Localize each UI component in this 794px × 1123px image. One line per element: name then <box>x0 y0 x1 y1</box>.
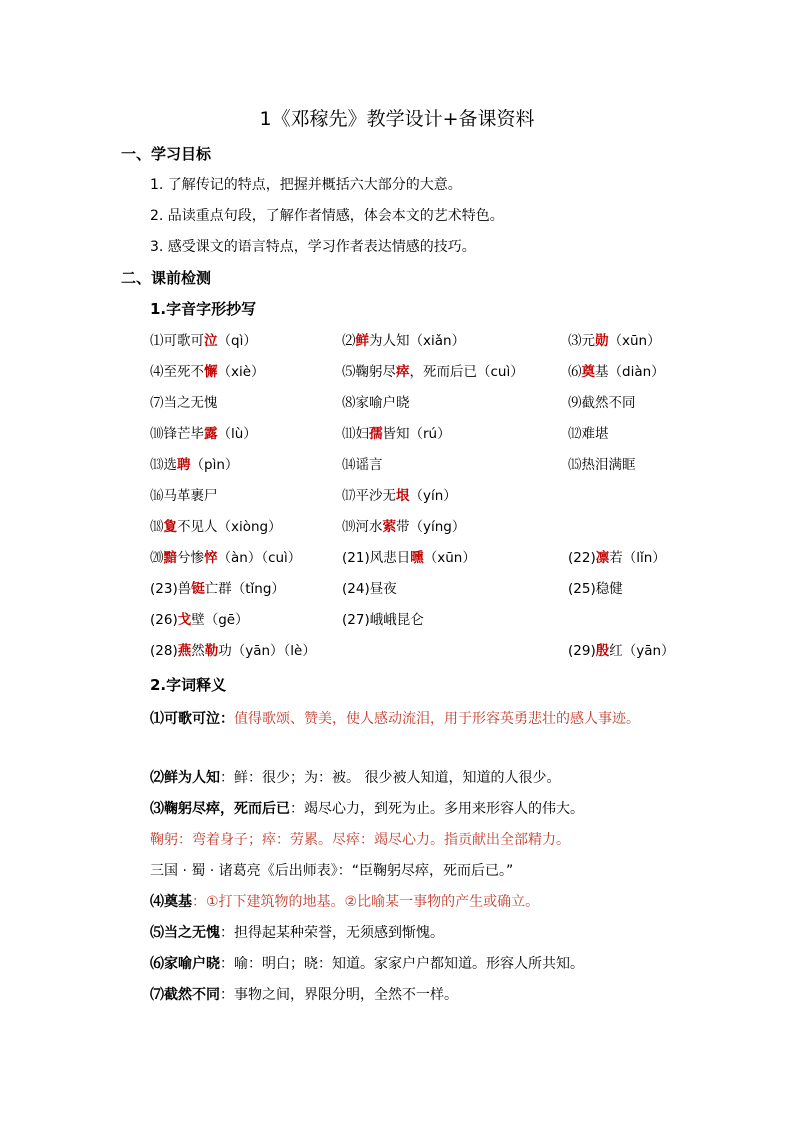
entry-text: 壁（gē） <box>191 612 249 628</box>
vocab-entry <box>150 454 238 476</box>
vocab-entry <box>150 485 218 507</box>
vocab-entry <box>568 454 636 476</box>
highlighted-char: 聘 <box>177 457 191 473</box>
entry-text: (22) <box>568 550 596 566</box>
document-title: 1《邓稼先》教学设计+备课资料 <box>259 108 535 130</box>
entry-text: ⒂热泪满眶 <box>568 457 636 473</box>
highlighted-char: 殷 <box>595 643 610 659</box>
entry-text: ⑹ <box>568 364 582 380</box>
entry-text: ⒁谣言 <box>342 457 383 473</box>
entry-text: ⒆河水 <box>342 519 383 535</box>
definition-quote: 三国 · 蜀 · 诸葛亮《后出师表》：“臣鞠躬尽瘁，死而后已。” <box>150 863 514 879</box>
highlighted-char: 夐 <box>163 519 177 535</box>
entry-text: (25)稳健 <box>568 581 623 597</box>
entry-text: （xūn） <box>423 550 476 566</box>
highlighted-char: 奠 <box>581 364 595 380</box>
entry-text: ⒀选 <box>150 457 177 473</box>
definition-term: ⑵鲜为人知 <box>150 770 220 786</box>
vocab-entry <box>150 609 249 631</box>
vocab-entry <box>150 361 265 383</box>
definition-item <box>150 891 690 913</box>
vocab-entry <box>150 330 257 352</box>
objective-item: 1. 了解传记的特点，把握并概括六大部分的大意。 <box>150 177 462 193</box>
entry-text: 若（lǐn） <box>609 550 666 566</box>
highlighted-char: 孺 <box>369 426 383 442</box>
entry-text: （àn）（cuì） <box>217 550 302 566</box>
section-heading-objectives: 一、学习目标 <box>121 145 212 163</box>
highlighted-char: 泣 <box>204 333 218 349</box>
definition-item <box>150 922 690 944</box>
section-heading-pretest: 二、课前检测 <box>121 269 212 287</box>
highlighted-char: 黯 <box>163 550 177 566</box>
entry-text: 红（yān） <box>609 643 675 659</box>
entry-text: (27)峨峨昆仑 <box>342 612 424 628</box>
entry-text: 为人知（xiǎn） <box>369 333 466 349</box>
entry-text: 兮惨 <box>177 550 204 566</box>
entry-text: ⒄平沙无 <box>342 488 396 504</box>
vocab-entry <box>342 578 397 600</box>
entry-text: ⑸鞠躬尽 <box>342 364 396 380</box>
entry-text: ⑿难堪 <box>568 426 609 442</box>
highlighted-char: 燕 <box>177 643 192 659</box>
highlighted-char: 懈 <box>204 364 218 380</box>
vocab-entry <box>342 454 383 476</box>
highlighted-char: 勒 <box>204 643 219 659</box>
entry-text: 功（yān）（lè） <box>218 643 316 659</box>
entry-text: （pìn） <box>190 457 239 473</box>
vocab-entry <box>150 547 301 569</box>
definition-term: ⑶鞠躬尽瘁，死而后已 <box>150 801 290 817</box>
definition-item <box>150 798 690 820</box>
entry-text: 带（yíng） <box>396 519 466 535</box>
entry-text: （qì） <box>217 333 257 349</box>
definition-item <box>150 953 690 975</box>
vocab-entry <box>342 547 476 569</box>
entry-text: （xūn） <box>608 333 661 349</box>
vocab-row <box>150 516 690 547</box>
definition-text: ：①打下建筑物的地基。②比喻某一事物的产生或确立。 <box>192 894 540 910</box>
entry-text: ⑻家喻户晓 <box>342 395 410 411</box>
entry-text: 亡群（tǐng） <box>204 581 285 597</box>
entry-text: ⑺当之无愧 <box>150 395 218 411</box>
entry-text: ⑴可歌可 <box>150 333 204 349</box>
entry-text: (23)兽 <box>150 581 192 597</box>
vocab-entry <box>342 330 465 352</box>
definition-term: ⑷奠基 <box>150 894 192 910</box>
highlighted-char: 戈 <box>177 612 192 628</box>
highlighted-char: 勋 <box>595 333 609 349</box>
entry-text: 皆知（rú） <box>382 426 451 442</box>
vocab-entry <box>150 392 218 414</box>
vocab-entry <box>150 578 285 600</box>
vocab-row <box>150 454 690 485</box>
entry-text: (21)风悲日 <box>342 550 411 566</box>
subheading-pronunciation: 1.字音字形抄写 <box>150 300 257 318</box>
entry-text: (28) <box>150 643 178 659</box>
entry-text: ⑾妇 <box>342 426 369 442</box>
vocab-entry <box>342 392 410 414</box>
vocab-row <box>150 609 690 640</box>
entry-text: ，死而后已（cuì） <box>409 364 524 380</box>
vocab-entry <box>150 640 316 662</box>
vocab-row <box>150 392 690 423</box>
highlighted-char: 鲜 <box>355 333 369 349</box>
definition-text: ：担得起某种荣誉，无须感到惭愧。 <box>220 925 444 941</box>
vocab-row <box>150 485 690 516</box>
entry-text: ⑶元 <box>568 333 595 349</box>
definition-term: ⑺截然不同 <box>150 987 220 1003</box>
objective-item: 3. 感受课文的语言特点，学习作者表达情感的技巧。 <box>150 239 476 255</box>
vocab-grid <box>150 330 690 671</box>
entry-text: ⒅ <box>150 519 164 535</box>
definition-text: 值得歌颂、赞美，使人感动流泪，用于形容英勇悲壮的感人事迹。 <box>234 711 640 727</box>
entry-text: 然 <box>191 643 205 659</box>
entry-text: ⑵ <box>342 333 356 349</box>
definition-text: ：喻：明白；晓：知道。家家户户都知道。形容人所共知。 <box>220 956 584 972</box>
highlighted-char: 垠 <box>396 488 410 504</box>
vocab-entry <box>342 609 424 631</box>
entry-text: （yín） <box>409 488 457 504</box>
vocab-entry <box>568 361 665 383</box>
highlighted-char: 铤 <box>191 581 205 597</box>
vocab-row <box>150 578 690 609</box>
entry-text: ⑼截然不同 <box>568 395 636 411</box>
definition-text: ：竭尽心力，到死为止。多用来形容人的伟大。 <box>290 801 584 817</box>
entry-text: ⑷至死不 <box>150 364 204 380</box>
entry-text: (26) <box>150 612 178 628</box>
highlighted-char: 凛 <box>595 550 610 566</box>
entry-text: 基（diàn） <box>595 364 665 380</box>
entry-text: (29) <box>568 643 596 659</box>
highlighted-char: 瘁 <box>396 364 410 380</box>
vocab-row <box>150 423 690 454</box>
definition-note: 鞠躬：弯着身子；瘁：劳累。尽瘁：竭尽心力。指贡献出全部精力。 <box>150 832 570 848</box>
entry-text: （lù） <box>217 426 257 442</box>
objective-item: 2. 品读重点句段，了解作者情感，体会本文的艺术特色。 <box>150 208 504 224</box>
vocab-entry <box>568 640 675 662</box>
highlighted-char: 萦 <box>382 519 396 535</box>
definition-text: ：事物之间，界限分明，全然不一样。 <box>220 987 458 1003</box>
vocab-entry <box>568 330 661 352</box>
vocab-row <box>150 640 690 671</box>
entry-text: 不见人（xiòng） <box>177 519 282 535</box>
vocab-row <box>150 330 690 361</box>
definition-item <box>150 984 690 1006</box>
highlighted-char: 露 <box>204 426 218 442</box>
vocab-entry <box>342 361 524 383</box>
vocab-entry <box>150 516 282 538</box>
entry-text: （xiè） <box>217 364 265 380</box>
vocab-row <box>150 361 690 392</box>
definition-term: ⑴可歌可泣 <box>150 711 220 727</box>
definition-term: ⑸当之无愧 <box>150 925 220 941</box>
subheading-definitions: 2.字词释义 <box>150 676 227 694</box>
vocab-entry <box>342 516 465 538</box>
vocab-entry <box>150 423 257 445</box>
vocab-entry <box>568 392 636 414</box>
vocab-row <box>150 547 690 578</box>
definition-item: ⑴可歌可泣：值得歌颂、赞美，使人感动流泪，用于形容英勇悲壮的感人事迹。 <box>150 711 640 727</box>
entry-text: (24)昼夜 <box>342 581 397 597</box>
definition-term: ⑹家喻户晓 <box>150 956 220 972</box>
highlighted-char: 悴 <box>204 550 218 566</box>
vocab-entry <box>568 578 623 600</box>
highlighted-char: 曛 <box>410 550 424 566</box>
definition-text: ：鲜：很少；为：被。 很少被人知道，知道的人很少。 <box>220 770 561 786</box>
vocab-entry <box>342 485 457 507</box>
definition-item <box>150 767 690 789</box>
entry-text: ⑽锋芒毕 <box>150 426 204 442</box>
vocab-entry <box>342 423 451 445</box>
vocab-entry <box>568 547 666 569</box>
entry-text: ⒇ <box>150 550 164 566</box>
entry-text: ⒃马革裹尸 <box>150 488 218 504</box>
vocab-entry <box>568 423 609 445</box>
